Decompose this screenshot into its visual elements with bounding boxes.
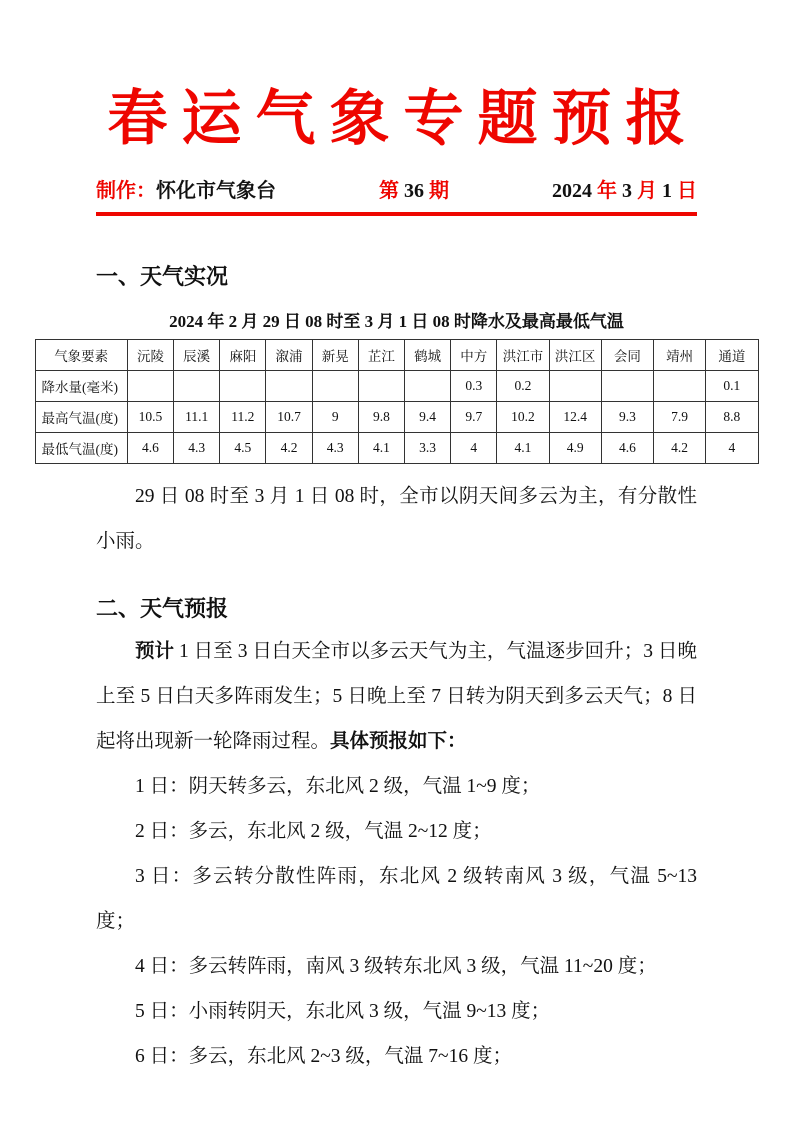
weather-facts-paragraph: 29 日 08 时至 3 月 1 日 08 时，全市以阴天间多云为主，有分散性小雨。 [96, 486, 697, 552]
date-day-unit: 日 [677, 180, 697, 202]
column-header: 洪江区 [549, 340, 601, 371]
observation-table-body [35, 371, 758, 464]
table-cell: 10.7 [266, 402, 312, 433]
column-header: 辰溪 [174, 340, 220, 371]
table-cell: 11.1 [174, 402, 220, 433]
issue-suffix: 期 [429, 180, 449, 202]
table-cell: 9.7 [451, 402, 497, 433]
table-cell: 4.6 [601, 433, 653, 464]
forecast-day-2: 2 日：多云，东北风 2 级，气温 2~12 度； [135, 821, 492, 842]
column-header: 通道 [706, 340, 758, 371]
table-cell: 9.8 [358, 402, 404, 433]
forecast-lead-body: 1 日至 3 日白天全市以多云天气为主，气温逐步回升；3 日晚上至 5 日白天多阵雨发生；5 日晚上至 7 日转为阴天到多云天气；8 日起将出现新一轮降雨过程。 [96, 641, 697, 752]
table-cell [653, 371, 705, 402]
table-cell: 4.2 [266, 433, 312, 464]
table-cell [405, 371, 451, 402]
document-title: 春运气象专题预报 [107, 86, 700, 152]
forecast-lead-bold: 预计 [135, 641, 175, 662]
observation-table-header-row [35, 340, 758, 371]
column-header: 新晃 [312, 340, 358, 371]
forecast-day-3: 3 日：多云转分散性阵雨，东北风 2 级转南风 3 级，气温 5~13 度； [96, 866, 697, 932]
date-year-unit: 年 [597, 180, 617, 202]
table-cell: 4 [451, 433, 497, 464]
column-header: 麻阳 [220, 340, 266, 371]
table-cell: 4.2 [653, 433, 705, 464]
forecast-day-1: 1 日：阴天转多云，东北风 2 级，气温 1~9 度； [135, 776, 541, 797]
table-cell: 4.3 [174, 433, 220, 464]
column-header: 中方 [451, 340, 497, 371]
table-cell: 8.8 [706, 402, 758, 433]
column-header: 靖州 [653, 340, 705, 371]
table-cell: 9 [312, 402, 358, 433]
column-header: 沅陵 [127, 340, 173, 371]
producer [96, 174, 276, 203]
date-day: 1 [657, 180, 677, 202]
table-cell [601, 371, 653, 402]
table-cell [312, 371, 358, 402]
table-row [35, 433, 758, 464]
section-heading-weather-forecast: 二、天气预报 [96, 596, 229, 621]
forecast-lead-paragraph [96, 629, 697, 764]
table-cell [358, 371, 404, 402]
table-cell: 3.3 [405, 433, 451, 464]
forecast-day-4: 4 日：多云转阵雨，南风 3 级转东北风 3 级，气温 11~20 度； [135, 956, 657, 977]
table-cell: 0.3 [451, 371, 497, 402]
column-header: 洪江市 [497, 340, 549, 371]
table-cell [127, 371, 173, 402]
issue-prefix: 第 [379, 180, 399, 202]
section-heading-weather-facts: 一、天气实况 [96, 264, 229, 289]
forecast-lead-tail-bold: 具体预报如下： [330, 731, 467, 752]
masthead [96, 174, 697, 216]
table-cell: 11.2 [220, 402, 266, 433]
table-cell: 4.6 [127, 433, 173, 464]
table-cell [266, 371, 312, 402]
column-header: 溆浦 [266, 340, 312, 371]
column-header: 芷江 [358, 340, 404, 371]
row-label: 最高气温(度) [35, 402, 127, 433]
table-cell: 4.9 [549, 433, 601, 464]
issue-date [552, 174, 697, 203]
column-header: 鹤城 [405, 340, 451, 371]
column-header: 气象要素 [35, 340, 127, 371]
table-cell: 0.2 [497, 371, 549, 402]
table-cell: 10.2 [497, 402, 549, 433]
forecast-day-5: 5 日：小雨转阴天，东北风 3 级，气温 9~13 度； [135, 1001, 551, 1022]
table-cell: 9.3 [601, 402, 653, 433]
observation-table [35, 339, 759, 464]
table-cell: 9.4 [405, 402, 451, 433]
table-row [35, 402, 758, 433]
observation-table-title: 2024 年 2 月 29 日 08 时至 3 月 1 日 08 时降水及最高最低气温 [169, 312, 624, 331]
date-year: 2024 [552, 180, 597, 202]
table-cell [549, 371, 601, 402]
table-cell [174, 371, 220, 402]
table-cell: 4.3 [312, 433, 358, 464]
table-cell: 7.9 [653, 402, 705, 433]
date-month: 3 [617, 180, 637, 202]
table-row [35, 371, 758, 402]
table-cell [220, 371, 266, 402]
table-cell: 4 [706, 433, 758, 464]
row-label: 最低气温(度) [35, 433, 127, 464]
table-cell: 12.4 [549, 402, 601, 433]
table-cell: 10.5 [127, 402, 173, 433]
issue-value: 36 [399, 180, 429, 202]
table-cell: 0.1 [706, 371, 758, 402]
row-label: 降水量(毫米) [35, 371, 127, 402]
producer-label: 制作： [96, 180, 156, 202]
forecast-day-6: 6 日：多云，东北风 2~3 级，气温 7~16 度； [135, 1046, 512, 1067]
table-cell: 4.5 [220, 433, 266, 464]
issue-number [379, 174, 449, 203]
producer-value: 怀化市气象台 [156, 180, 276, 202]
table-cell: 4.1 [358, 433, 404, 464]
column-header: 会同 [601, 340, 653, 371]
date-month-unit: 月 [637, 180, 657, 202]
table-cell: 4.1 [497, 433, 549, 464]
